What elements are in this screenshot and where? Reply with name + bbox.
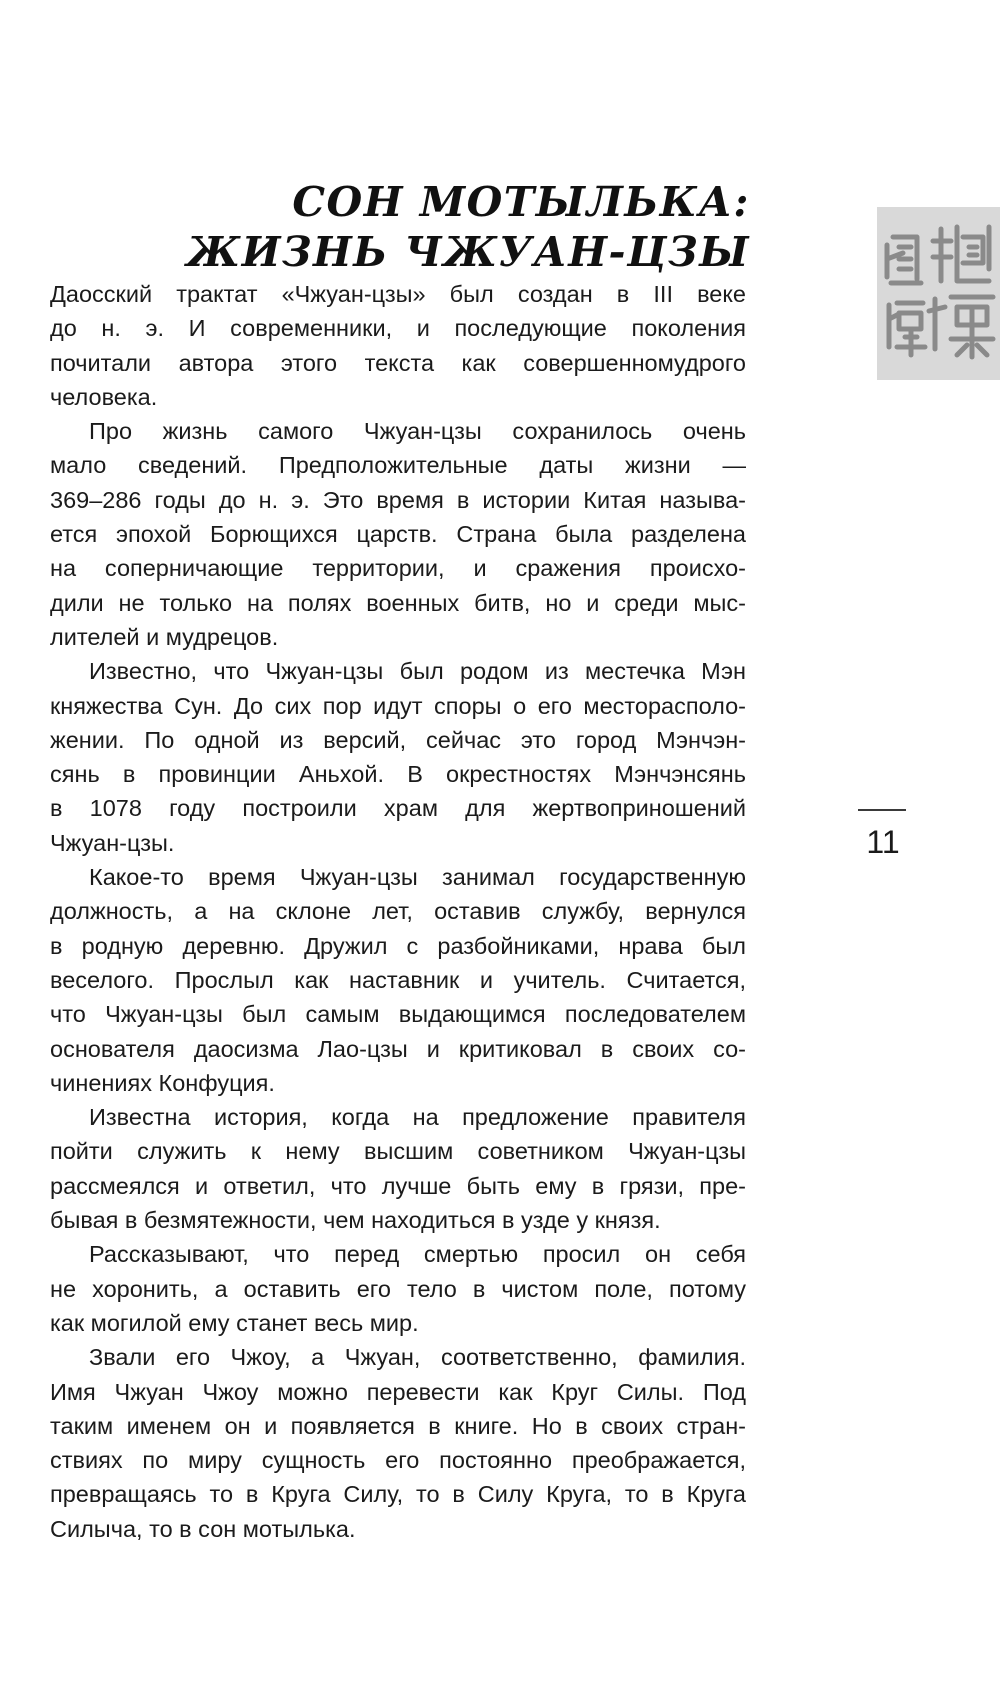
text-line: чинениях Конфуция. [50,1069,275,1096]
text-line: на соперничающие территории, и сражения происхо- [50,555,746,582]
text-line: сянь в провинции Аньхой. В окрестностях Мэнчэнсянь [50,761,746,788]
paragraph-1 [50,277,746,414]
text-line: Силыча, то в сон мотылька. [50,1515,356,1542]
text-line: что Чжуан-цзы был самым выдающимся последователем [50,1001,746,1028]
text-line: пойти служить к нему высшим советником Чжуан-цзы [50,1138,746,1165]
text-line: дили не только на полях военных битв, но и среди мыс- [50,589,746,616]
text-line: таким именем он и появляется в книге. Но в своих стран- [50,1412,746,1439]
text-line: лителей и мудрецов. [50,623,279,650]
paragraph-2 [50,414,746,654]
text-line: ствиях по миру сущность его постоянно преображается, [50,1447,746,1474]
paragraph-3 [50,654,746,860]
text-line: Даосский трактат «Чжуан-цзы» был создан в III веке [50,281,746,307]
text-line: почитали автора этого текста как совершенномудрого [50,349,746,376]
chinese-seal-stamp-icon [877,207,1000,380]
text-line: Известно, что Чжуан-цзы был родом из местечка Мэн [89,658,746,685]
text-line: Какое-то время Чжуан-цзы занимал государственную [89,864,746,891]
chapter-title [186,177,750,277]
paragraph-5 [50,1100,746,1237]
text-line: превращаясь то в Круга Силу, то в Силу Круга, то в Круга [50,1481,746,1508]
text-line: 369–286 годы до н. э. Это время в истории Китая называ- [50,486,746,513]
text-line: до н. э. И современники, и последующие поколения [50,315,746,342]
text-line: Рассказывают, что перед смертью просил он себя [89,1241,746,1268]
text-line: жении. По одной из версий, сейчас это город Мэнчэн- [50,726,746,753]
paragraph-6 [50,1237,746,1340]
paragraph-7 [50,1340,746,1546]
text-line: основателя даосизма Лао-цзы и критиковал в своих со- [50,1035,746,1062]
text-line: Имя Чжуан Чжоу можно перевести как Круг Силы. Под [50,1378,746,1405]
text-line: бывая в безмятежности, чем находиться в узде у князя. [50,1207,661,1234]
text-line: веселого. Прослыл как наставник и учитель. Считается, [50,966,746,993]
text-line: ется эпохой Борющихся царств. Страна была разделена [50,521,746,548]
text-line: Про жизнь самого Чжуан-цзы сохранилось очень [89,418,746,445]
text-line: Известна история, когда на предложение правителя [89,1104,746,1131]
text-line: рассмеялся и ответил, что лучше быть ему в грязи, пре- [50,1172,746,1199]
chapter-title-line-2: ЖИЗНЬ ЧЖУАН-ЦЗЫ [186,228,750,277]
text-line: должность, а на склоне лет, оставив службу, вернулся [50,898,746,925]
text-line: княжества Сун. До сих пор идут споры о его месторасполо- [50,692,746,719]
paragraph-4 [50,860,746,1100]
text-line: в 1078 году построили храм для жертвоприношений [50,795,746,822]
text-line: как могилой ему станет весь мир. [50,1309,419,1336]
text-line: мало сведений. Предположительные даты жизни — [50,452,746,479]
chapter-title-line-1: СОН МОТЫЛЬКА: [292,178,750,227]
page-number-rule [858,809,906,811]
text-line: в родную деревню. Дружил с разбойниками, нрава был [50,932,746,959]
text-line: не хоронить, а оставить его тело в чистом поле, потому [50,1275,746,1302]
text-line: Чжуан-цзы. [50,829,175,856]
page-number: 11 [866,824,900,860]
body-text [50,277,746,1546]
text-line: человека. [50,383,158,410]
text-line: Звали его Чжоу, а Чжуан, соответственно, фамилия. [89,1344,746,1371]
